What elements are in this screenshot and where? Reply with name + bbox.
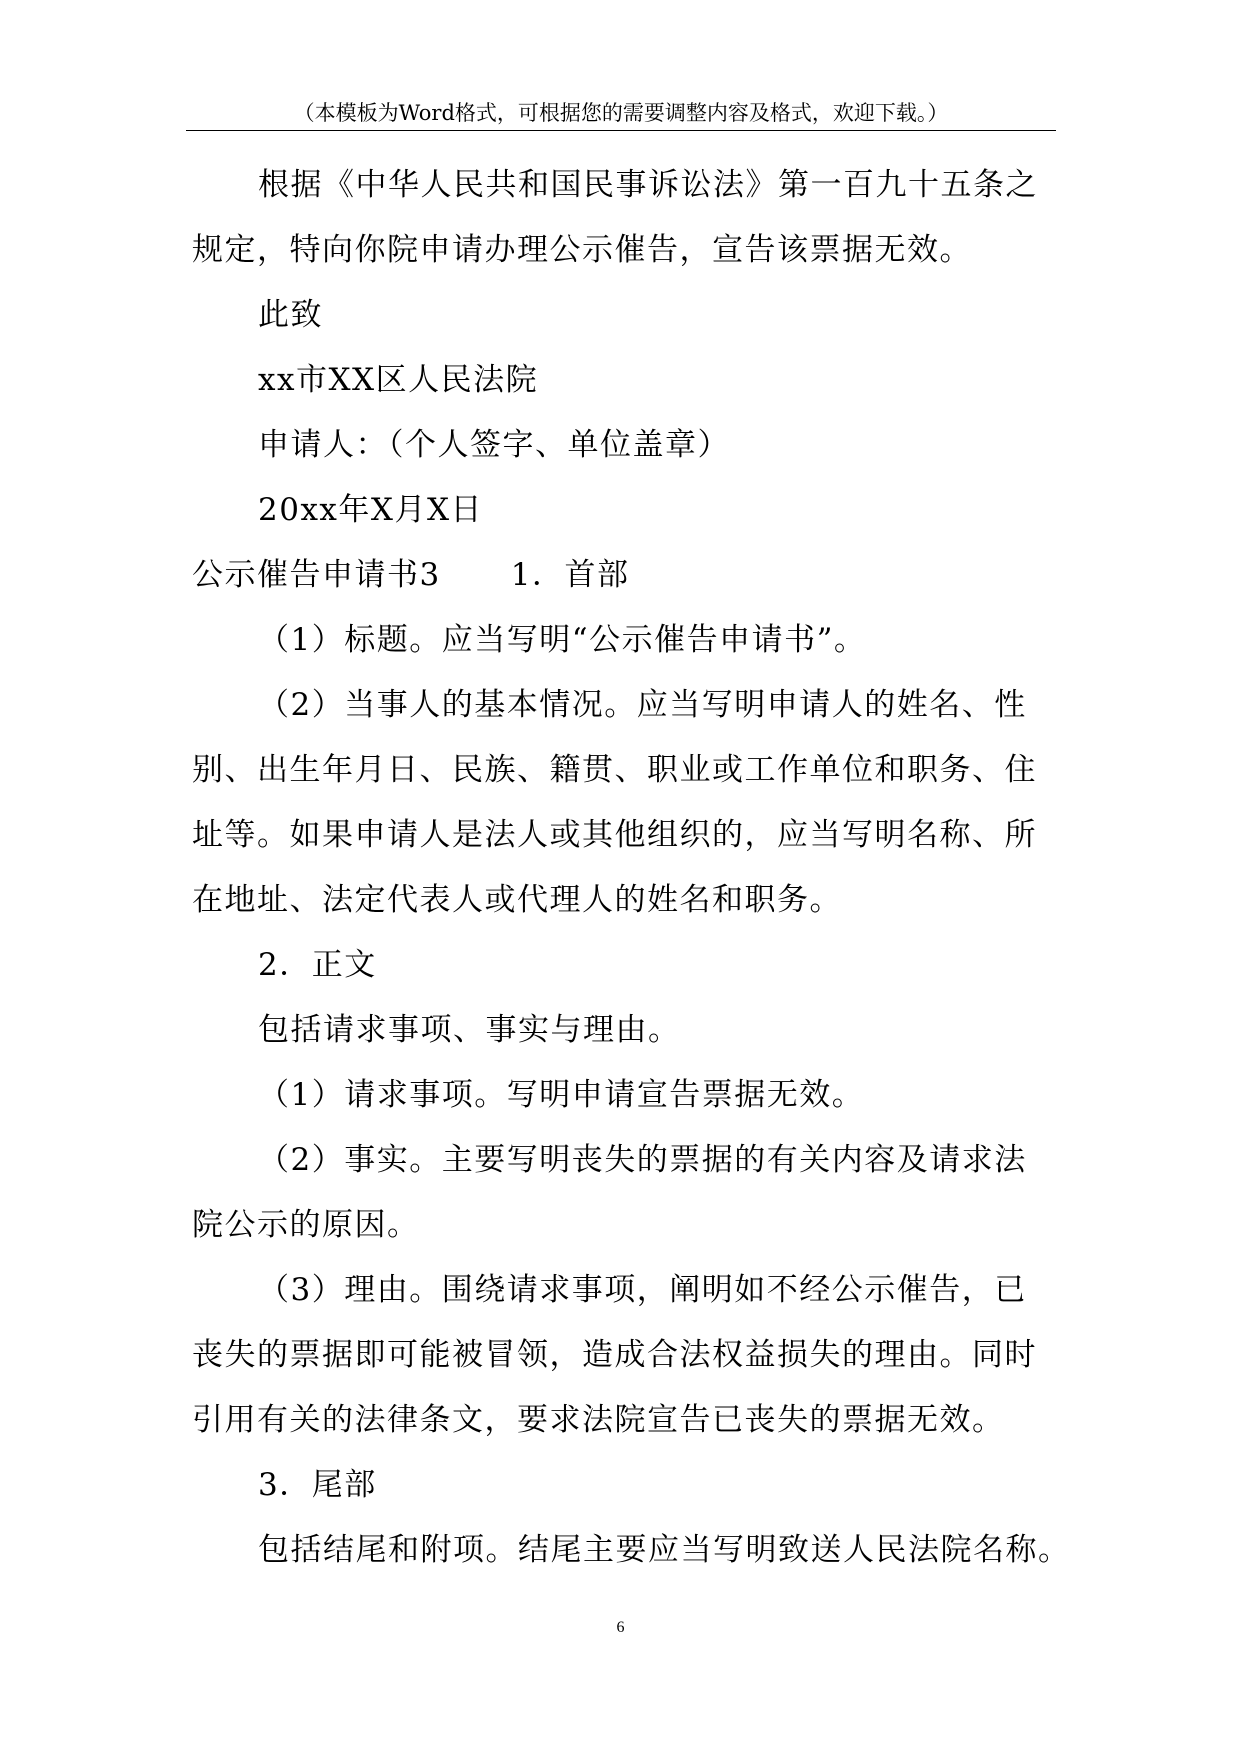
paragraph-line: 院公示的原因。 — [192, 1207, 420, 1243]
section-heading: 2．正文 — [258, 947, 377, 983]
list-item: （1）请求事项。写明申请宣告票据无效。 — [258, 1077, 865, 1113]
document-body — [192, 153, 1071, 1583]
paragraph-line: 址等。如果申请人是法人或其他组织的，应当写明名称、所 — [192, 817, 1037, 853]
document-title: 公示催告申请书3 — [192, 557, 441, 593]
page-number: 6 — [616, 1619, 625, 1636]
list-item: （3）理由。围绕请求事项，阐明如不经公示催告，已 — [258, 1272, 1027, 1308]
section-heading: 3．尾部 — [258, 1467, 377, 1503]
salutation: 此致 — [258, 297, 323, 333]
section-heading-line — [192, 543, 1052, 608]
recipient-court: xx市XX区人民法院 — [258, 362, 539, 398]
template-note: （本模板为Word格式，可根据您的需要调整内容及格式，欢迎下载。） — [293, 101, 949, 125]
paragraph-line: 丧失的票据即可能被冒领，造成合法权益损失的理由。同时 — [192, 1337, 1037, 1373]
date-line: 20xx年X月X日 — [258, 492, 484, 528]
paragraph-line: 包括请求事项、事实与理由。 — [258, 1012, 681, 1048]
paragraph-line: 包括结尾和附项。结尾主要应当写明致送人民法院名称。 — [258, 1532, 1071, 1568]
list-item: （2）当事人的基本情况。应当写明申请人的姓名、性 — [258, 687, 1027, 723]
paragraph-line: 引用有关的法律条文，要求法院宣告已丧失的票据无效。 — [192, 1402, 1005, 1438]
paragraph-line: 根据《中华人民共和国民事诉讼法》第一百九十五条之 — [258, 167, 1038, 203]
section-heading: 1．首部 — [510, 557, 630, 593]
list-item: （1）标题。应当写明“公示催告申请书”。 — [258, 622, 867, 658]
paragraph-line: 在地址、法定代表人或代理人的姓名和职务。 — [192, 882, 842, 918]
header-divider — [186, 130, 1056, 131]
paragraph-line: 规定，特向你院申请办理公示催告，宣告该票据无效。 — [192, 232, 972, 268]
applicant-signature: 申请人：（个人签字、单位盖章） — [258, 427, 730, 463]
paragraph-line: 别、出生年月日、民族、籍贯、职业或工作单位和职务、住 — [192, 752, 1037, 788]
list-item: （2）事实。主要写明丧失的票据的有关内容及请求法 — [258, 1142, 1027, 1178]
